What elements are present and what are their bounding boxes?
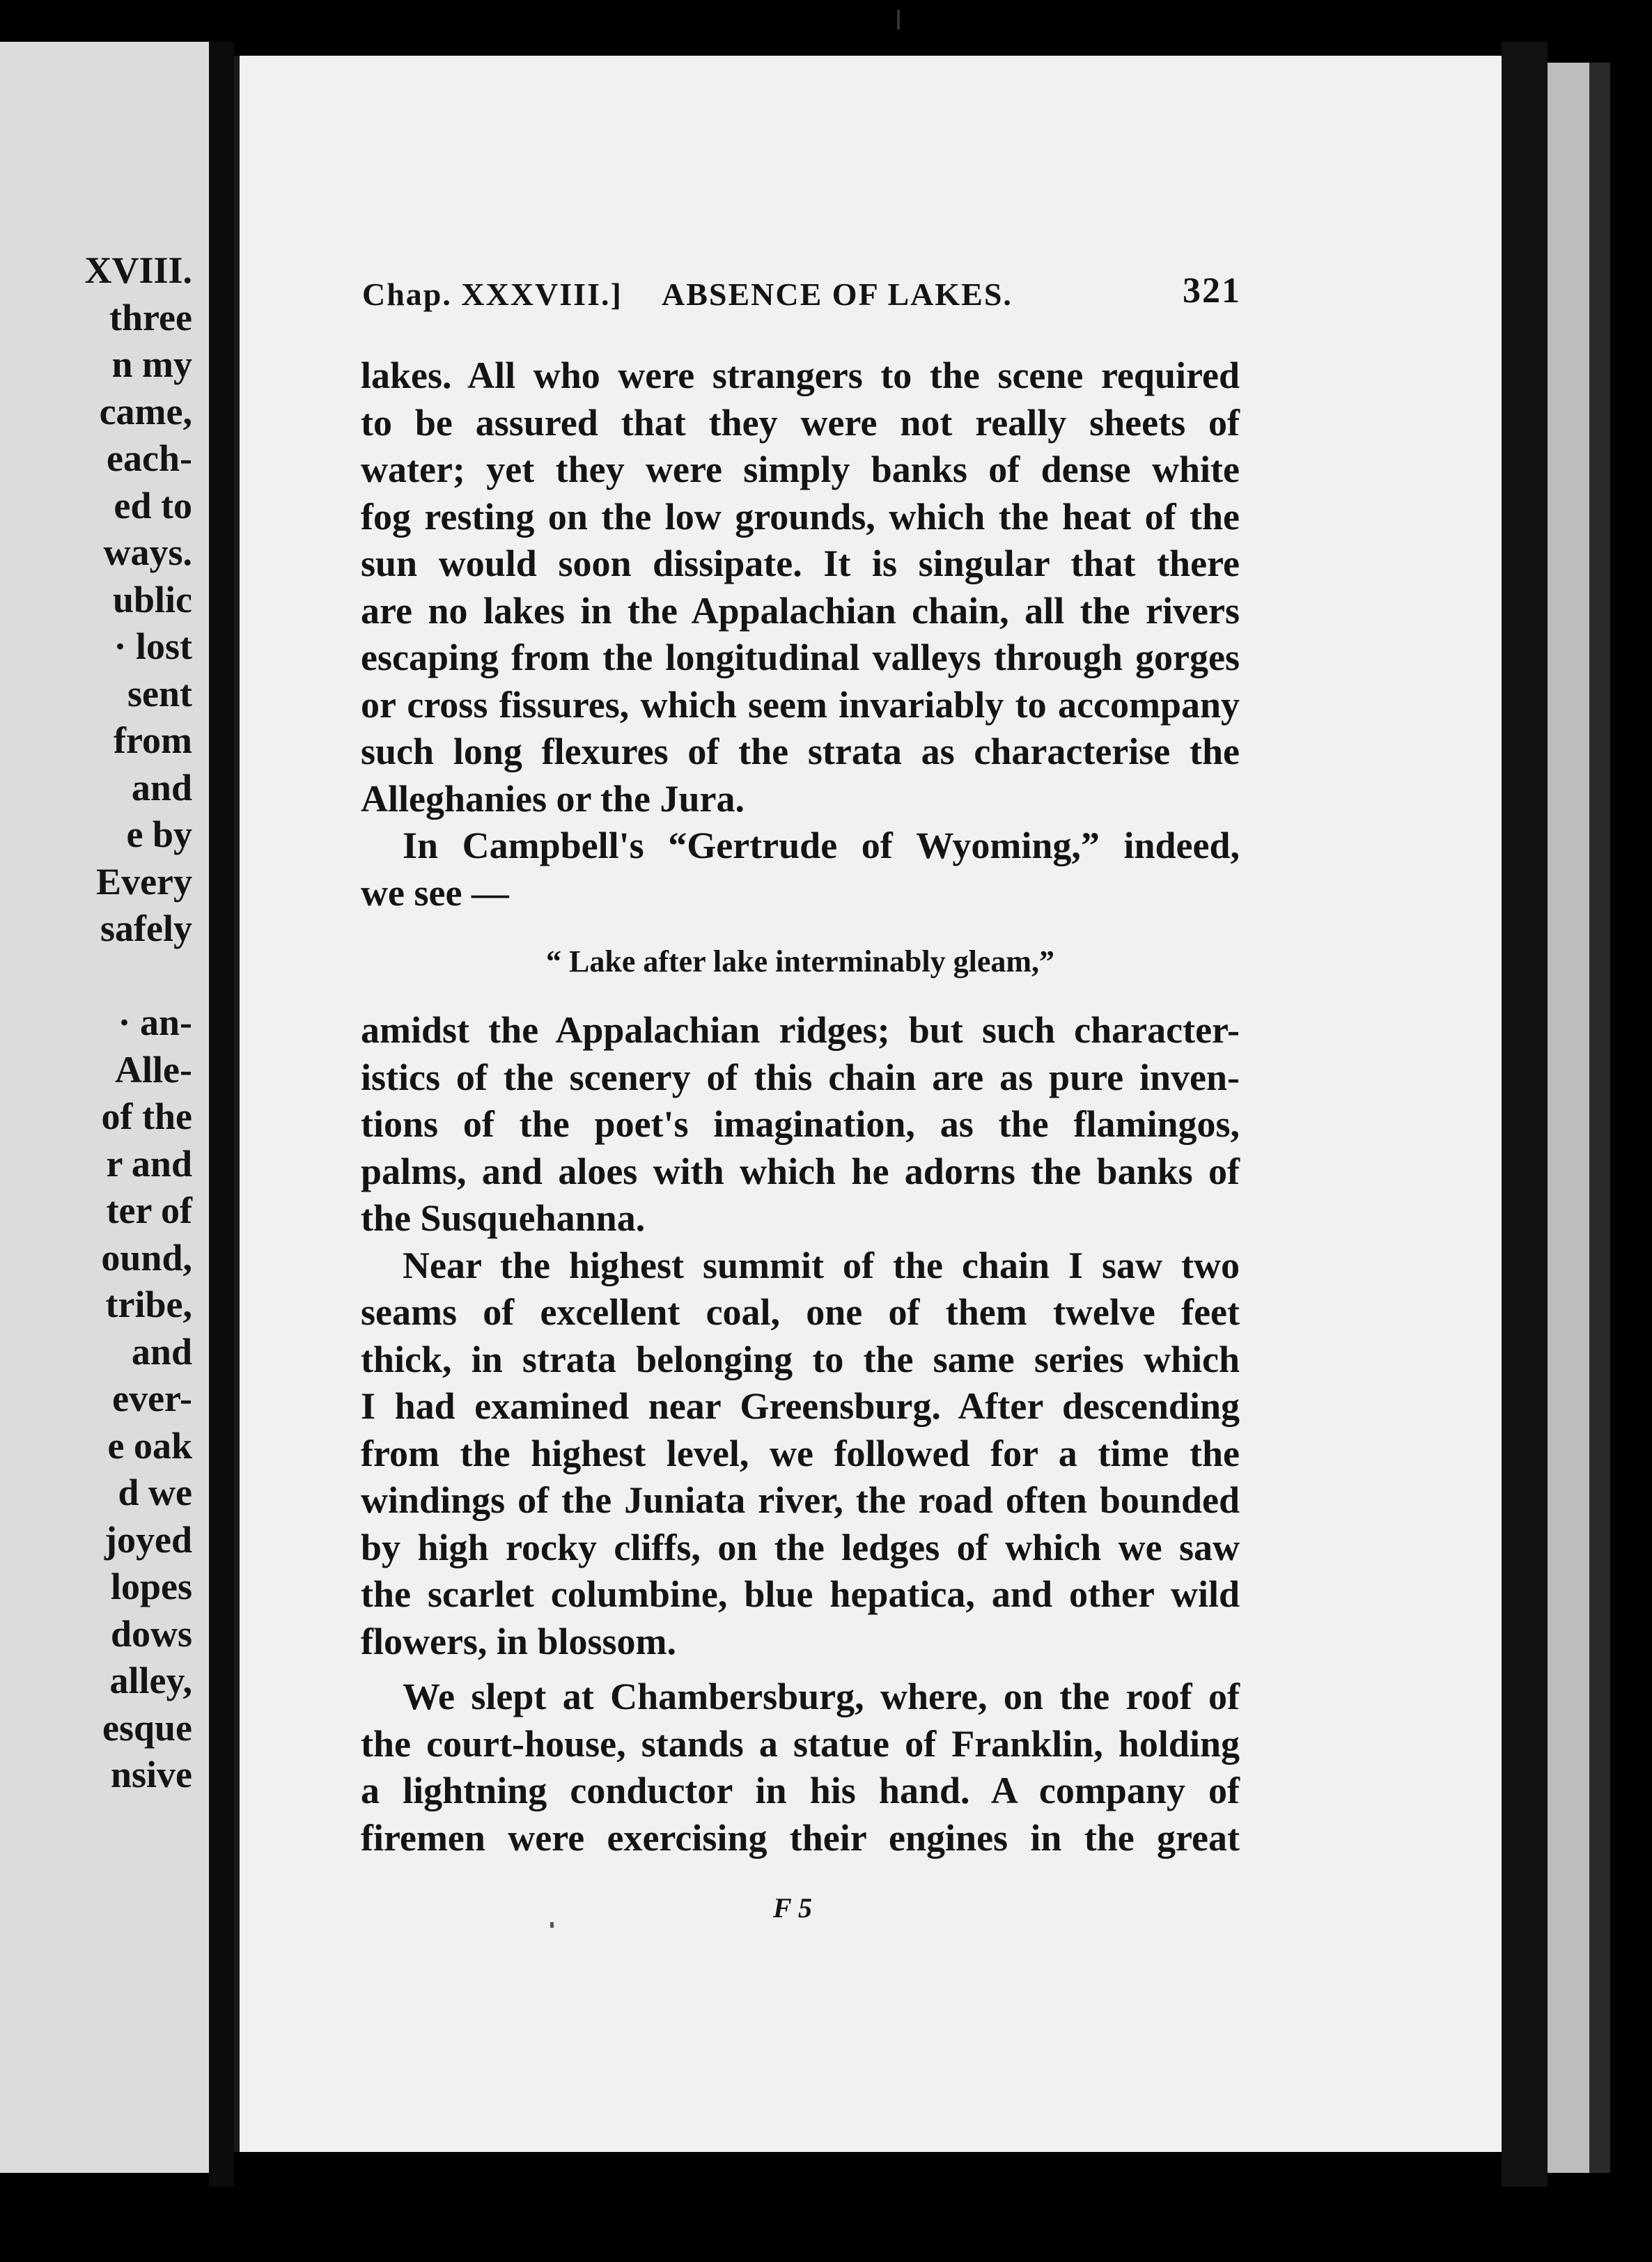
facing-page-line: d we <box>118 1472 192 1513</box>
text-line: Near the highest summit of the chain I saw two <box>403 1244 1240 1286</box>
facing-page-line: e by <box>126 813 192 855</box>
facing-page-line: ter of <box>106 1190 192 1231</box>
running-title: ABSENCE OF LAKES. <box>662 276 1013 312</box>
page-number: 321 <box>1183 271 1241 311</box>
text-line: by high rocky cliffs, on the ledges of which we saw <box>361 1526 1240 1568</box>
facing-page-line: ed to <box>114 484 192 526</box>
text-line: We slept at Chambersburg, where, on the roof of <box>403 1676 1240 1717</box>
chapter-label: Chap. XXXVIII.] <box>362 276 623 312</box>
text-line: istics of the scenery of this chain are as pure inven- <box>361 1056 1240 1098</box>
text-line: water; yet they were simply banks of dense white <box>361 448 1240 490</box>
book-gutter <box>209 42 234 2187</box>
paragraph-coal-seams <box>361 1242 1240 1666</box>
signature-mark: F 5 <box>773 1892 812 1924</box>
text-line: or cross fissures, which seem invariably to accompany <box>361 683 1240 726</box>
paragraph-chambersburg <box>361 1674 1240 1862</box>
page-edge-shadow <box>1502 42 1548 2187</box>
facing-page-line: came, <box>99 390 192 432</box>
text-line: I had examined near Greensburg. After descending <box>361 1385 1240 1427</box>
text-line: seams of excellent coal, one of them twelve feet <box>361 1291 1240 1333</box>
text-line: the scarlet columbine, blue hepatica, and other wild <box>361 1573 1240 1615</box>
text-line: the court-house, stands a statue of Franklin, holding <box>361 1722 1240 1765</box>
page-stack-edge <box>1548 63 1589 2173</box>
paragraph-campbell <box>361 822 1240 916</box>
text-line: fog resting on the low grounds, which the heat of the <box>361 495 1240 538</box>
text-line: amidst the Appalachian ridges; but such character- <box>361 1009 1240 1051</box>
text-line: we see — <box>361 871 509 914</box>
page-stack-edge-dark <box>1589 63 1610 2173</box>
facing-page-line: safely <box>100 907 192 949</box>
facing-page-line: alley, <box>109 1660 192 1701</box>
facing-page-line: and <box>131 1330 192 1373</box>
text-line: sun would soon dissipate. It is singular that there <box>361 543 1240 584</box>
facing-page-line: · lost <box>114 625 192 667</box>
facing-page-line: three <box>109 296 192 338</box>
facing-page-line: ever- <box>112 1378 192 1419</box>
running-header <box>362 270 1241 319</box>
text-line: In Campbell's “Gertrude of Wyoming,” indeed, <box>403 825 1240 866</box>
facing-page-line: ound, <box>101 1236 192 1279</box>
facing-page-line: Alle- <box>115 1048 192 1091</box>
facing-page-line: n my <box>111 343 192 385</box>
facing-page-line: ublic <box>112 578 192 621</box>
scan-speck <box>550 1922 554 1928</box>
text-line: to be assured that they were not really sheets of <box>361 401 1240 444</box>
facing-page-line: ways. <box>103 531 192 573</box>
facing-page-fragment <box>0 42 209 2173</box>
facing-page-line: each- <box>107 437 192 479</box>
facing-page-line: dows <box>110 1612 192 1655</box>
text-line: are no lakes in the Appalachian chain, all the rivers <box>361 589 1240 632</box>
scan-speck <box>897 10 900 29</box>
text-line: lakes. All who were strangers to the scene required <box>361 354 1240 396</box>
facing-page-line: XVIII. <box>84 249 192 291</box>
text-line: windings of the Juniata river, the road often bounded <box>361 1479 1240 1521</box>
facing-page-line: esque <box>102 1706 192 1749</box>
paragraph-lakes-fog <box>361 352 1240 822</box>
facing-page-line: joyed <box>104 1518 192 1561</box>
facing-page-line: of the <box>101 1095 192 1137</box>
facing-page-line: · an- <box>118 1001 192 1043</box>
text-line: Alleghanies or the Jura. <box>361 777 745 820</box>
facing-page-line: sent <box>127 672 192 715</box>
facing-page-line: from <box>114 719 192 761</box>
facing-page-line: tribe, <box>105 1284 192 1325</box>
text-line: such long flexures of the strata as characterise the <box>361 731 1240 772</box>
text-line: escaping from the longitudinal valleys through gorges <box>361 637 1240 678</box>
text-line: tions of the poet's imagination, as the flamingos, <box>361 1103 1240 1145</box>
text-line: flowers, in blossom. <box>361 1620 677 1662</box>
background-edge <box>1610 63 1652 2194</box>
verse-quotation: “ Lake after lake interminably gleam,” <box>546 944 1054 978</box>
text-line: firemen were exercising their engines in the great <box>361 1816 1240 1859</box>
paragraph-appalachian-ridges <box>361 1007 1240 1242</box>
text-line: palms, and aloes with which he adorns the banks of <box>361 1150 1240 1192</box>
facing-page-line: Every <box>96 860 192 903</box>
page-body <box>361 352 1240 1862</box>
facing-page-line: r and <box>106 1142 192 1185</box>
facing-page-line: nsive <box>110 1754 192 1795</box>
facing-page-line: and <box>131 766 192 809</box>
facing-page-line: lopes <box>110 1566 192 1607</box>
text-line: from the highest level, we followed for a time the <box>361 1432 1240 1474</box>
facing-page-line: e oak <box>107 1424 192 1467</box>
text-line: the Susquehanna. <box>361 1197 646 1239</box>
text-line: thick, in strata belonging to the same series which <box>361 1338 1240 1380</box>
text-line: a lightning conductor in his hand. A company of <box>361 1770 1240 1811</box>
